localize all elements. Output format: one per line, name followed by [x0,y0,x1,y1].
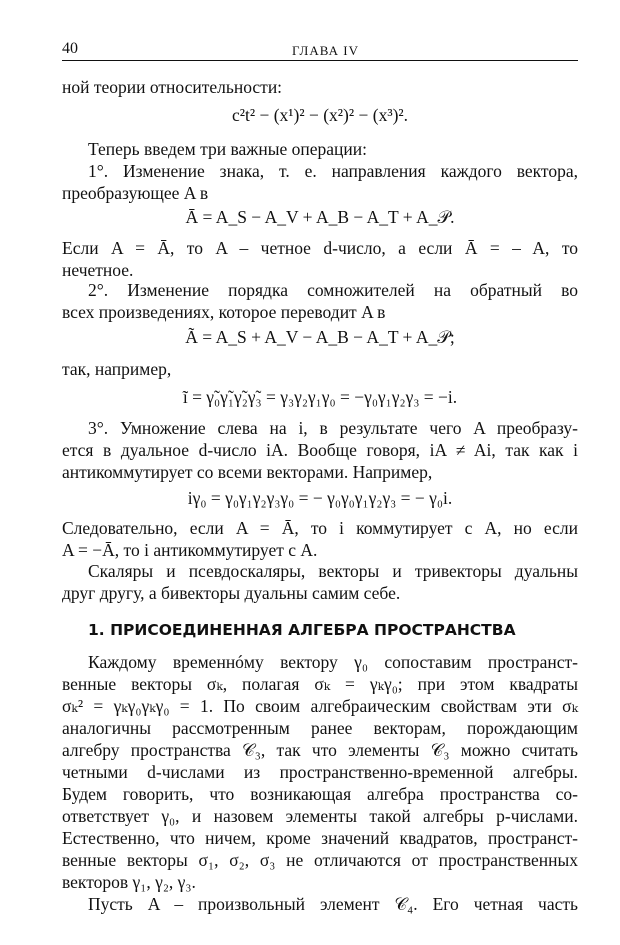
text-line: Теперь введем три важные операции: [88,139,367,159]
text-line: 2°. Изменение порядка сомножителей на обратный во [88,280,578,300]
text-line: друг другу, а бивекторы дуальны самим себе. [62,583,401,603]
text-line: Пусть A – произвольный элемент 𝒞₄. Его четная часть [88,894,578,914]
text-line: A = −Ā, то i антикоммутирует с A. [62,540,318,560]
header-rule [62,60,578,61]
text-line: Скаляры и псевдоскаляры, векторы и тривекторы дуальны [88,561,578,581]
text-line: Каждому временнóму вектору γ₀ сопоставим пространст- [88,652,578,672]
running-header [62,40,578,60]
formula-line: ĩ = γ̃₀γ̃₁γ̃₂γ̃₃ = γ₃γ₂γ₁γ₀ = −γ₀γ₁γ₂γ₃ = −i. [182,387,458,407]
text-line: антикоммутирует со всеми векторами. Например, [62,462,433,482]
text-line: венные векторы σ₁, σ₂, σ₃ не отличаются от пространственных [62,850,578,870]
text-line: преобразующее A в [62,183,209,203]
text-line: ется в дуальное d-число iA. Вообще говоря, iA ≠ Ai, так как i [62,440,578,460]
section-heading: 1. ПРИСОЕДИНЕННАЯ АЛГЕБРА ПРОСТРАНСТВА [88,621,516,639]
text-line: Если A = Ā, то A – четное d-число, а если Ā = – A, то [62,238,578,258]
text-line: ответствует γ₀, и назовем элементы такой алгебры p-числами. [62,806,578,826]
page-number: 40 [62,40,78,57]
text-line: алгебру пространства 𝒞₃, так что элементы 𝒞₃ можно считать [62,740,578,760]
text-line: Естественно, что ничем, кроме значений квадратов, пространст- [62,828,578,848]
text-line: ной теории относительности: [62,77,283,97]
text-line: всех произведениях, которое переводит A в [62,302,386,322]
formula-line: c²t² − (x¹)² − (x²)² − (x³)². [231,105,409,125]
text-line: Следовательно, если A = Ā, то i коммутирует с A, но если [62,518,578,538]
formula-line: Ā = A_S − A_V + A_B − A_T + A_𝒫. [185,207,455,227]
formula-line: iγ₀ = γ₀γ₁γ₂γ₃γ₀ = − γ₀γ₀γ₁γ₂γ₃ = − γ₀i. [187,488,453,508]
text-line: четными d-числами из пространственно-временной алгебры. [62,762,578,782]
text-line: σₖ² = γₖγ₀γₖγ₀ = 1. По своим алгебраическим свойствам эти σₖ [62,696,578,716]
text-line: Будем говорить, что возникающая алгебра пространства со- [62,784,578,804]
text-line: нечетное. [62,260,134,280]
text-line: аналогичны рассмотренным ранее векторам, порождающим [62,718,578,738]
chapter-title: ГЛАВА IV [292,43,359,58]
text-line: так, например, [62,359,172,379]
formula-line: Ã = A_S + A_V − A_B − A_T + A_𝒫; [185,327,455,347]
text-line: 1°. Изменение знака, т. е. направления каждого вектора, [88,161,578,181]
text-line: венные векторы σₖ, полагая σₖ = γₖγ₀; при этом квадраты [62,674,578,694]
text-line: 3°. Умножение слева на i, в результате чего A преобразу- [88,418,578,438]
text-line: векторов γ₁, γ₂, γ₃. [62,872,196,892]
